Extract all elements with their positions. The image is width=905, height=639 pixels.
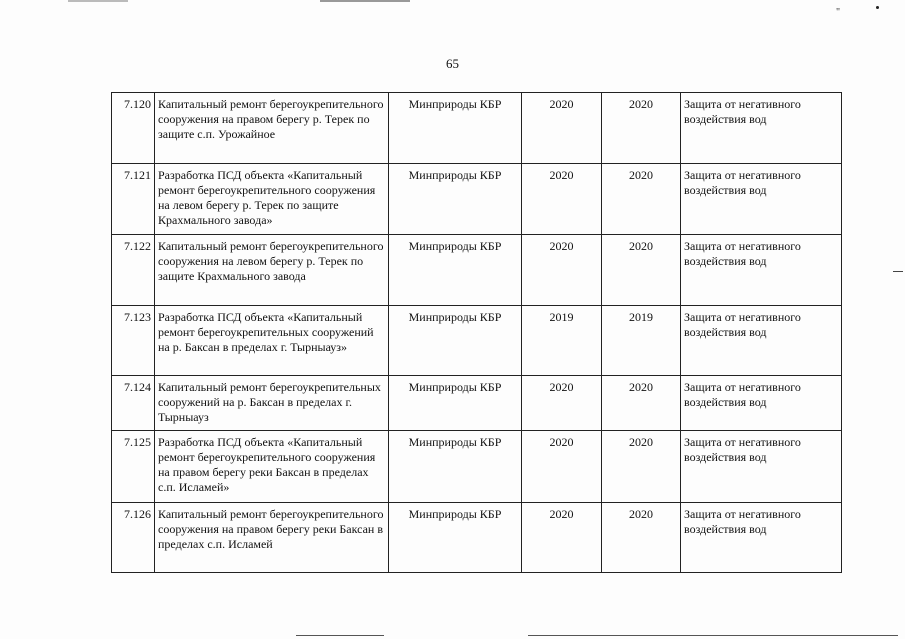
scan-artifact-line [320,0,410,2]
start-year: 2020 [522,93,602,164]
measure-name: Капитальный ремонт берегоукрепительного сооружения на левом берегу р. Терек по защите Крахмального завода [155,235,389,306]
start-year: 2020 [522,431,602,503]
row-number: 7.122 [112,235,155,306]
measure-goal: Защита от негативного воздействия вод [681,93,842,164]
margin-mark [893,271,903,272]
table-row [112,93,842,164]
end-year: 2020 [602,93,681,164]
measure-name: Разработка ПСД объекта «Капитальный ремонт берегоукрепительного сооружения на правом берегу реки Баксан в пределах с.п. Исламей» [155,431,389,503]
responsible-organization: Минприроды КБР [389,376,522,431]
start-year: 2020 [522,164,602,235]
row-number: 7.124 [112,376,155,431]
table-row [112,431,842,503]
responsible-organization: Минприроды КБР [389,503,522,573]
measure-goal: Защита от негативного воздействия вод [681,164,842,235]
measure-name: Разработка ПСД объекта «Капитальный ремонт берегоукрепительного сооружения на левом берегу р. Терек по защите Крахмального завода» [155,164,389,235]
row-number: 7.121 [112,164,155,235]
end-year: 2019 [602,306,681,376]
start-year: 2020 [522,376,602,431]
scan-artifact-dot [876,6,879,9]
page-number: 65 [446,56,459,71]
measure-name: Капитальный ремонт берегоукрепительного сооружения на правом берегу реки Баксан в пределах с.п. Исламей [155,503,389,573]
responsible-organization: Минприроды КБР [389,93,522,164]
start-year: 2020 [522,235,602,306]
responsible-organization: Минприроды КБР [389,306,522,376]
measure-name: Капитальный ремонт берегоукрепительных сооружений на р. Баксан в пределах г. Тырныауз [155,376,389,431]
row-number: 7.120 [112,93,155,164]
responsible-organization: Минприроды КБР [389,164,522,235]
measure-name: Капитальный ремонт берегоукрепительного сооружения на правом берегу р. Терек по защите с.п. Урожайное [155,93,389,164]
footer-rule [296,635,384,636]
table-row [112,306,842,376]
start-year: 2019 [522,306,602,376]
end-year: 2020 [602,164,681,235]
end-year: 2020 [602,235,681,306]
responsible-organization: Минприроды КБР [389,431,522,503]
table-row [112,164,842,235]
row-number: 7.123 [112,306,155,376]
measure-goal: Защита от негативного воздействия вод [681,306,842,376]
responsible-organization: Минприроды КБР [389,235,522,306]
end-year: 2020 [602,503,681,573]
footer-rule [528,635,898,636]
measure-goal: Защита от негативного воздействия вод [681,376,842,431]
measures-table [111,92,842,573]
start-year: 2020 [522,503,602,573]
measure-name: Разработка ПСД объекта «Капитальный ремонт берегоукрепительных сооружений на р. Баксан в пределах г. Тырныауз» [155,306,389,376]
measure-goal: Защита от негативного воздействия вод [681,503,842,573]
table-row [112,503,842,573]
end-year: 2020 [602,376,681,431]
scan-artifact-line [68,0,128,2]
row-number: 7.125 [112,431,155,503]
table-row [112,235,842,306]
row-number: 7.126 [112,503,155,573]
table-row [112,376,842,431]
end-year: 2020 [602,431,681,503]
measure-goal: Защита от негативного воздействия вод [681,431,842,503]
measure-goal: Защита от негативного воздействия вод [681,235,842,306]
scan-corner-mark: " [836,7,841,18]
